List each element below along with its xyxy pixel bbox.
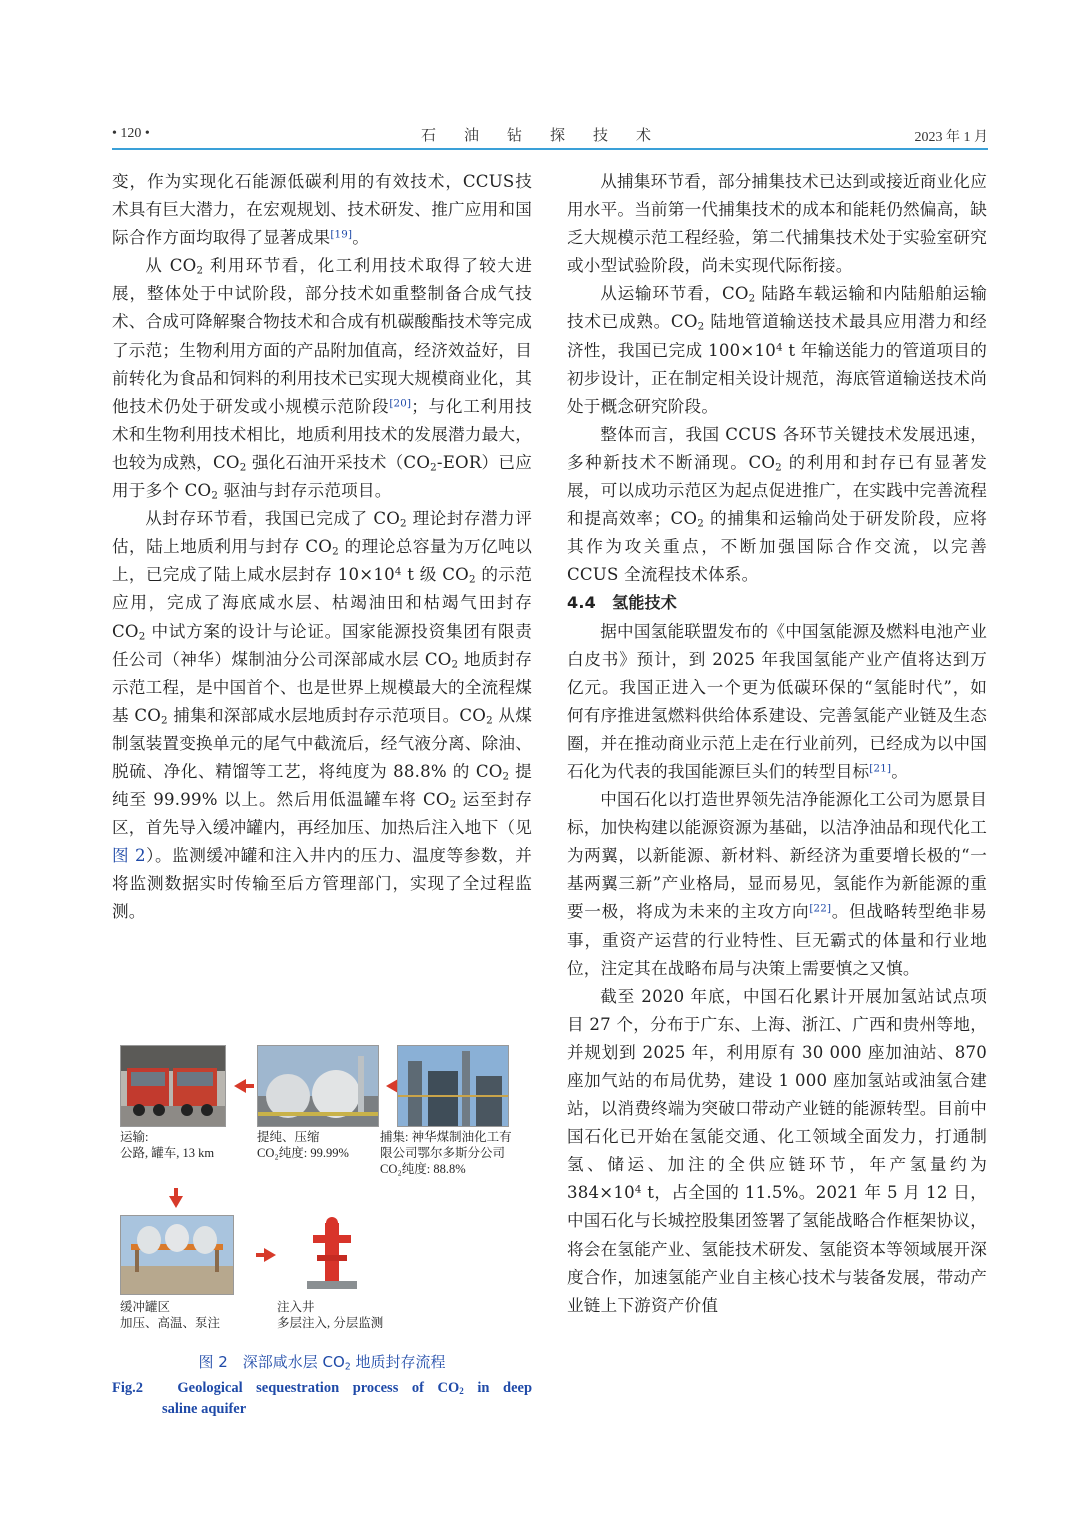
citation[interactable]: [21] [869,762,892,775]
figure-caption-cn: 图 2 深部咸水层 $CO_2$ 地质封存流程 [198,1353,446,1373]
citation[interactable]: [20] [389,397,412,410]
figure-2 [112,1040,532,1330]
paragraph: 变，作为实现化石能源低碳利用的有效技术，CCUS技术具有巨大潜力，在宏观规划、技术研发、推广应用和国际合作方面均取得了显著成果[19]。 [112,172,532,248]
paragraph: 整体而言，我国 CCUS 各环节关键技术发展迅速，多种新技术不断涌现。$CO_2$ 的利用和封存已有显著发展，可以成功示范区为起点促进推广，在实践中完善流程和提高效率；$CO_2$ 的捕集和运输尚处于研发阶段，应将其作为攻关重点，不断加强国际合作交流，以完善 CCUS 全流程技术体系。 [567,424,987,585]
capture-photo [397,1045,509,1127]
figure-reference[interactable]: 图 2 [112,846,146,866]
injection-well-photo [287,1215,377,1293]
right-column [567,168,987,1320]
purification-photo [257,1045,379,1127]
label-purify: 提纯、压缩 CO₂纯度: 99.99% [257,1130,349,1160]
label-capture: 捕集: 神华煤制油化工有 限公司鄂尔多斯分公司 CO₂纯度: 88.8% [380,1130,512,1176]
buffer-tank-photo [120,1215,234,1295]
page-header [112,122,988,146]
transport-photo [120,1045,226,1127]
journal-title: 石油钻探技术 [420,126,679,144]
paragraph: 截至 2020 年底，中国石化累计开展加氢站试点项目 27 个，分布于广东、上海、浙江、广西和贵州等地，并规划到 2025 年，利用原有 30 000 座加油站、870 座加气站的布局优势，建设 1 000 座加氢站或油氢合建站，以消费终端为突破口带动产业链的能源转型。目前中国石化已开始在氢能交通、化工领域全面发力，打通制氢、储运、加注的全供应链环节，年产氢量约为 $384\times 10^4$ t，占全国的 11.5%。2021 年 5 月 12 日，中国石化与长城控股集团签署了氢能战略合作框架协议，将会在氢能产业、氢能技术研发、氢能资本等领域展开深度合作，加速氢能产业自主核心技术与装备发展，带动产业链上下游资产价值 [567,986,987,1315]
paragraph: 从 $CO_2$ 利用环节看，化工利用技术取得了较大进展，整体处于中试阶段，部分技术如重整制备合成气技术、合成可降解聚合物技术和合成有机碳酸酯技术等完成了示范；生物利用方面的产品附加值高，经济效益好，目前转化为食品和饲料的利用技术已实现大规模商业化，其他技术仍处于研发或小规模示范阶段[20]；与化工利用技术和生物利用技术相比，地质利用技术的发展潜力最大，也较为成熟，$CO_2$ 强化石油开采技术$(CO_2-EOR)$已应用于多个 $CO_2$ 驱油与封存示范项目。 [112,256,533,502]
figure-caption-en: Fig.2 Geological sequestration process of $CO_2$ in deep saline aquifer [112,1380,533,1417]
label-buffer: 缓冲罐区 加压、高温、泵注 [120,1300,221,1330]
flow-arrow [264,1248,276,1262]
label-inject: 注入井 多层注入, 分层监测 [277,1300,384,1330]
paragraph: 从捕集环节看，部分捕集技术已达到或接近商业化应用水平。当前第一代捕集技术的成本和能耗仍然偏高，缺乏大规模示范工程经验，第二代捕集技术处于实验室研究或小型试验阶段，尚未实现代际衔接。 [567,172,987,276]
header-rule [112,148,988,150]
paragraph: 从运输环节看，$CO_2$ 陆路车载运输和内陆船舶运输技术已成熟。$CO_2$ 陆地管道输送技术最具应用潜力和经济性，我国已完成 $100\times 10^4$ t 年输送能力的管道项目的初步设计，正在制定相关设计规范，海底管道输送技术尚处于概念研究阶段。 [567,284,987,416]
flow-arrow [169,1196,183,1208]
issue-date: 2023 年 1 月 [914,130,988,145]
paragraph: 据中国氢能联盟发布的《中国氢能源及燃料电池产业白皮书》预计，到 2025 年我国氢能产业产值将达到万亿元。我国正进入一个更为低碳环保的“氢能时代”，如何有序推进氢燃料供给体系建设、完善氢能产业链及生态圈，并在推动商业示范上走在行业前列，已经成为以中国石化为代表的我国能源巨头们的转型目标[21]。 [567,621,987,781]
paragraph: 从封存环节看，我国已完成了 $CO_2$ 理论封存潜力评估，陆上地质利用与封存 $CO_2$ 的理论总容量为万亿吨以上，已完成了陆上咸水层封存 $10\times 10^4$ t 级 $CO_2$ 的示范应用，完成了海底咸水层、枯竭油田和枯竭气田封存 $CO_2$ 中试方案的设计与论证。国家能源投资集团有限责任公司（神华）煤制油分公司深部咸水层 $CO_2$ 地质封存示范工程，是中国首个、也是世界上规模最大的全流程煤基 $CO_2$ 捕集和深部咸水层地质封存示范项目。$CO_2$ 从煤制氢装置变换单元的尾气中截流后，经气液分离、除油、脱硫、净化、精馏等工艺，将纯度为 88.8% 的 $CO_2$ 提纯至 99.99% 以上。然后用低温罐车将 $CO_2$ 运至封存区，首先导入缓冲罐内，再经加压、加热后注入地下（见图 2）。监测缓冲罐和注入井内的压力、温度等参数，并将监测数据实时传输至后方管理部门，实现了全过程监测。 [112,509,533,922]
flow-arrow [234,1079,246,1093]
page-number: • 120 • [112,126,150,141]
left-column [112,168,532,927]
section-heading: 4.4 氢能技术 [567,593,677,613]
citation[interactable]: [19] [330,228,353,241]
paragraph: 中国石化以打造世界领先洁净能源化工公司为愿景目标，加快构建以能源资源为基础，以洁净油品和现代化工为两翼，以新能源、新材料、新经济为重要增长极的“一基两翼三新”产业格局，显而易见，氢能作为新能源的重要一极，将成为未来的主攻方向[22]。但战略转型绝非易事，重资产运营的行业特性、巨无霸式的体量和行业地位，注定其在战略布局与决策上需要慎之又慎。 [567,790,987,978]
label-transport: 运输: 公路, 罐车, 13 km [120,1130,215,1160]
citation[interactable]: [22] [809,902,832,915]
